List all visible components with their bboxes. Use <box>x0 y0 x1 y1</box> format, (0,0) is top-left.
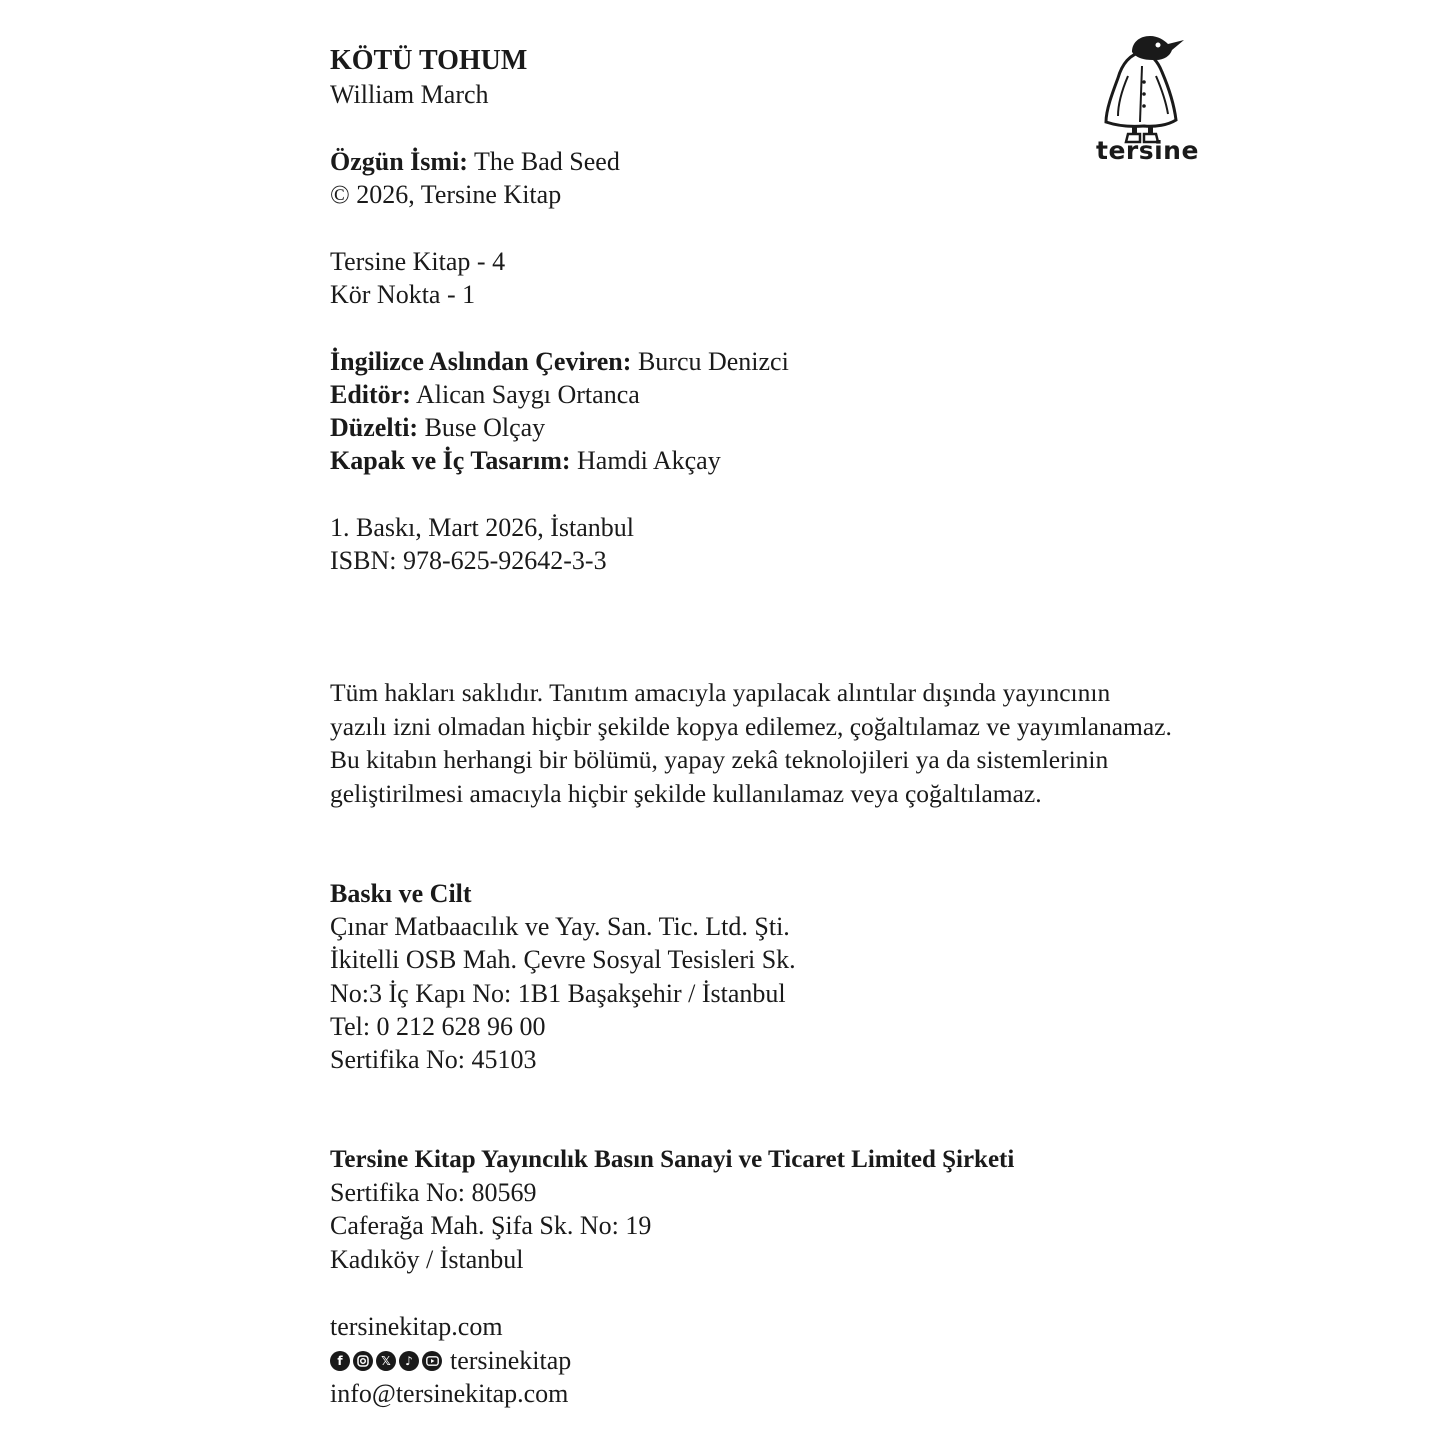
original-title-label: Özgün İsmi: <box>330 147 468 176</box>
credit-label: İngilizce Aslından Çeviren: <box>330 347 632 376</box>
credit-value: Buse Olçay <box>424 413 546 442</box>
rights-line: Tüm hakları saklıdır. Tanıtım amacıyla yapılacak alıntılar dışında yayıncının <box>330 678 1111 707</box>
edition-line: 1. Baskı, Mart 2026, İstanbul <box>330 513 635 542</box>
credit-proofreader <box>330 411 545 444</box>
credit-value: Hamdi Akçay <box>577 446 721 475</box>
printer-phone: Tel: 0 212 628 96 00 <box>330 1012 546 1041</box>
instagram-icon[interactable] <box>353 1351 373 1371</box>
rights-line: yazılı izni olmadan hiçbir şekilde kopya edilemez, çoğaltılamaz ve yayımlanamaz. <box>330 711 1172 741</box>
book-title: KÖTÜ TOHUM <box>330 45 528 76</box>
series-line-1: Tersine Kitap - 4 <box>330 247 506 276</box>
printer-line: İkitelli OSB Mah. Çevre Sosyal Tesisleri Sk. <box>330 945 796 974</box>
printer-line: Çınar Matbaacılık ve Yay. San. Tic. Ltd. Şti. <box>330 912 790 941</box>
credit-label: Düzelti: <box>330 413 419 442</box>
tiktok-icon[interactable]: ♪ <box>399 1351 419 1371</box>
credit-label: Kapak ve İç Tasarım: <box>330 446 571 475</box>
series-line-2: Kör Nokta - 1 <box>330 280 476 309</box>
credit-value: Burcu Denizci <box>637 347 789 376</box>
publisher-logo-text: tersine <box>1096 136 1199 165</box>
publisher-certificate: Sertifika No: 80569 <box>330 1178 537 1207</box>
facebook-icon[interactable]: f <box>330 1351 350 1371</box>
rights-paragraph <box>330 676 1200 810</box>
book-author: William March <box>330 80 489 109</box>
publisher-heading: Tersine Kitap Yayıncılık Basın Sanayi ve Ticaret Limited Şirketi <box>330 1146 1015 1173</box>
printer-heading: Baskı ve Cilt <box>330 879 472 908</box>
credit-label: Editör: <box>330 380 411 409</box>
credit-translator <box>330 345 789 378</box>
rights-line: geliştirilmesi amacıyla hiçbir şekilde kullanılamaz veya çoğaltılamaz. <box>330 778 1042 808</box>
credit-value: Alican Saygı Ortanca <box>415 380 640 409</box>
social-handle[interactable]: tersinekitap <box>450 1346 572 1375</box>
publisher-address: Caferağa Mah. Şifa Sk. No: 19 <box>330 1211 652 1240</box>
rights-line: Bu kitabın herhangi bir bölümü, yapay zekâ teknolojileri ya da sistemlerinin <box>330 745 1109 774</box>
credit-designer <box>330 444 721 477</box>
printer-line: No:3 İç Kapı No: 1B1 Başakşehir / İstanbul <box>330 979 786 1008</box>
social-row <box>330 1344 571 1377</box>
publisher-city: Kadıköy / İstanbul <box>330 1245 524 1274</box>
isbn-line: ISBN: 978-625-92642-3-3 <box>330 546 607 575</box>
youtube-icon[interactable] <box>422 1351 442 1371</box>
credit-editor <box>330 378 640 411</box>
original-title-value: The Bad Seed <box>474 147 620 176</box>
website-link[interactable]: tersinekitap.com <box>330 1312 503 1341</box>
printer-certificate: Sertifika No: 45103 <box>330 1045 537 1074</box>
x-icon[interactable]: 𝕏 <box>376 1351 396 1371</box>
email-link[interactable]: info@tersinekitap.com <box>330 1379 569 1408</box>
original-title-line <box>330 145 620 178</box>
copyright-line: © 2026, Tersine Kitap <box>330 180 562 209</box>
